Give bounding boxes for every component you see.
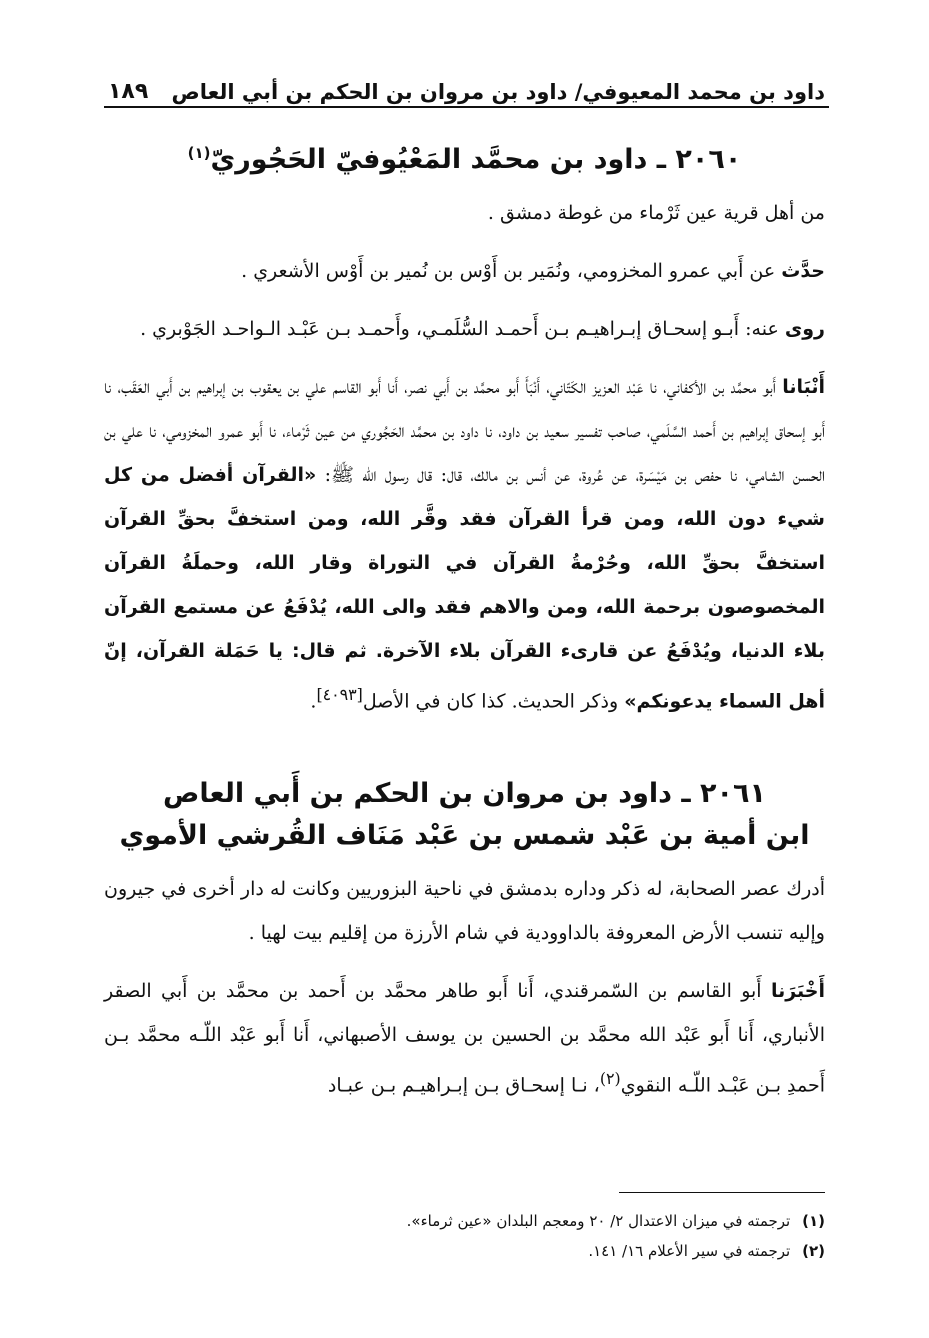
paragraph-biography: أدرك عصر الصحابة، له ذكر وداره بدمشق في ناحية البزوريين وكانت له دار أخرى في جيرون وإليه تنسب الأرض المعروفة بالداوودية في شام الأرزة من إقليم بيت لهيا . bbox=[104, 878, 825, 945]
entry-title-text: ٢٠٦٠ ـ داود بن محمَّد المَعْيُوفيّ الحَجُوريّ bbox=[210, 144, 742, 175]
footnote-text: ترجمته في ميزان الاعتدال ٢/ ٢٠ ومعجم البلدان «عين ثرماء». bbox=[406, 1212, 791, 1230]
footnote-2 bbox=[104, 1236, 825, 1266]
page-content bbox=[104, 118, 825, 1108]
footnote-number: (٢) bbox=[802, 1242, 825, 1260]
lead-word: روى bbox=[784, 318, 825, 340]
footnotes bbox=[104, 1206, 825, 1266]
footnote-text: ترجمته في سير الأعلام ١٦/ ١٤١. bbox=[588, 1242, 791, 1260]
paragraph-text: وذكر الحديث. كذا كان في الأصل bbox=[362, 690, 625, 713]
source-ref: [٤٠٩٣] bbox=[316, 685, 363, 704]
page-number: ١٨٩ bbox=[108, 79, 149, 104]
lead-word: أَنْبَانا bbox=[782, 376, 825, 398]
paragraph-isnad bbox=[104, 969, 825, 1107]
entry-title-2061 bbox=[104, 773, 825, 857]
isnad-text: أَبو القاسم بن السّمرقندي، أَنا أَبو طاهر محمَّد بن أَحمد بن محمَّد بن أَبي الصقر الأنباري، أَنا أَبو عَبْد الله محمَّد بن الحسين بن يوسف الأصبهاني، أَنا أَبو عَبْد اللّـه محمَّد بـن أَحمدِ بـن عَبْـد اللّـه النقوي bbox=[104, 980, 825, 1097]
header-rule bbox=[104, 106, 829, 108]
paragraph-origin: من أهل قرية عين ثَرْماء من غوطة دمشق . bbox=[487, 202, 825, 224]
lead-word: حدَّث bbox=[781, 260, 825, 282]
page-header bbox=[108, 64, 825, 104]
footnote-number: (١) bbox=[802, 1212, 825, 1230]
entry-title-2060 bbox=[104, 132, 825, 181]
paragraph-narrators bbox=[104, 307, 825, 351]
footnote-1 bbox=[104, 1206, 825, 1236]
paragraph-hadith bbox=[104, 365, 825, 723]
paragraph-end: . bbox=[310, 690, 317, 713]
paragraph-text: عن أَبي عمرو المخزومي، ونُمَير بن أَوْس بن نُمير بن أَوْس الأشعري . bbox=[241, 260, 782, 282]
entry-title-line-1: ٢٠٦١ ـ داود بن مروان بن الحكم بن أَبي العاص bbox=[163, 778, 766, 810]
paragraph-narrated-from bbox=[104, 249, 825, 293]
footnote-ref: (٢) bbox=[599, 1069, 621, 1089]
isnad-text: أَبو محمَّد بن الأكفاني، نا عَبْد العزيز الكَتّاني، أَنْبَأَ أَبو محمَّد بن أَبي نصر، أَنا أَبو القاسم علي بن يعقوب بن إبراهيم بن أَبي العَقَب، نا أَبو إسحاق إبراهيم بن أَحمد السَّلَمي، صاحب تفسير سعيد بن داود، نا داود بن محمَّد الحَجُوري من عين ثَرْماء، نا أَبو عمرو المخزومي، نا علي بن الحسن الشامي، نا حفص بن مَيْسَرة، عن عُروة، عن أنس بن مالك، قال: قال رسول الله ﷺ: bbox=[104, 376, 825, 486]
lead-word: أَخْبَرَنا bbox=[770, 980, 825, 1003]
running-title: داود بن محمد المعيوفي/ داود بن مروان بن الحكم بن أبي العاص bbox=[171, 80, 825, 104]
isnad-text-cont: ، نـا إسحـاق بـن إبـراهيـم بـن عبـاد bbox=[327, 1074, 600, 1097]
footnote-ref: (١) bbox=[187, 144, 211, 162]
paragraph-text: عنه: أَبـو إسحـاق إبـراهيـم بـن أَحمـد السُّلَمـي، وأَحمـد بـن عَبْـد الـواحـد الجَوْبري . bbox=[140, 318, 785, 340]
footnote-rule bbox=[619, 1192, 825, 1193]
hadith-quote: «القرآن أفضل من كل شيء دون الله، ومن قرأ القرآن فقد وقَّر الله، ومن استخفَّ بحقِّ القرآن استخفَّ بحقِّ الله، وحُرْمةُ القرآن في التوراة وقار الله، وحملَةُ القرآن المخصوصون برحمة الله، ومن والاهم فقد والى الله، يُدْفَعُ عن مستمع القرآن بلاء الدنيا، ويُدْفَعُ عن قارىء القرآن بلاء الآخرة. ثم قال: يا حَمَلة القرآن، إنّ أهل السماء يدعونكم» bbox=[104, 464, 825, 713]
entry-title-line-2: ابن أمية بن عَبْد شمس بن عَبْد مَنَاف القُرشي الأموي bbox=[119, 820, 810, 852]
